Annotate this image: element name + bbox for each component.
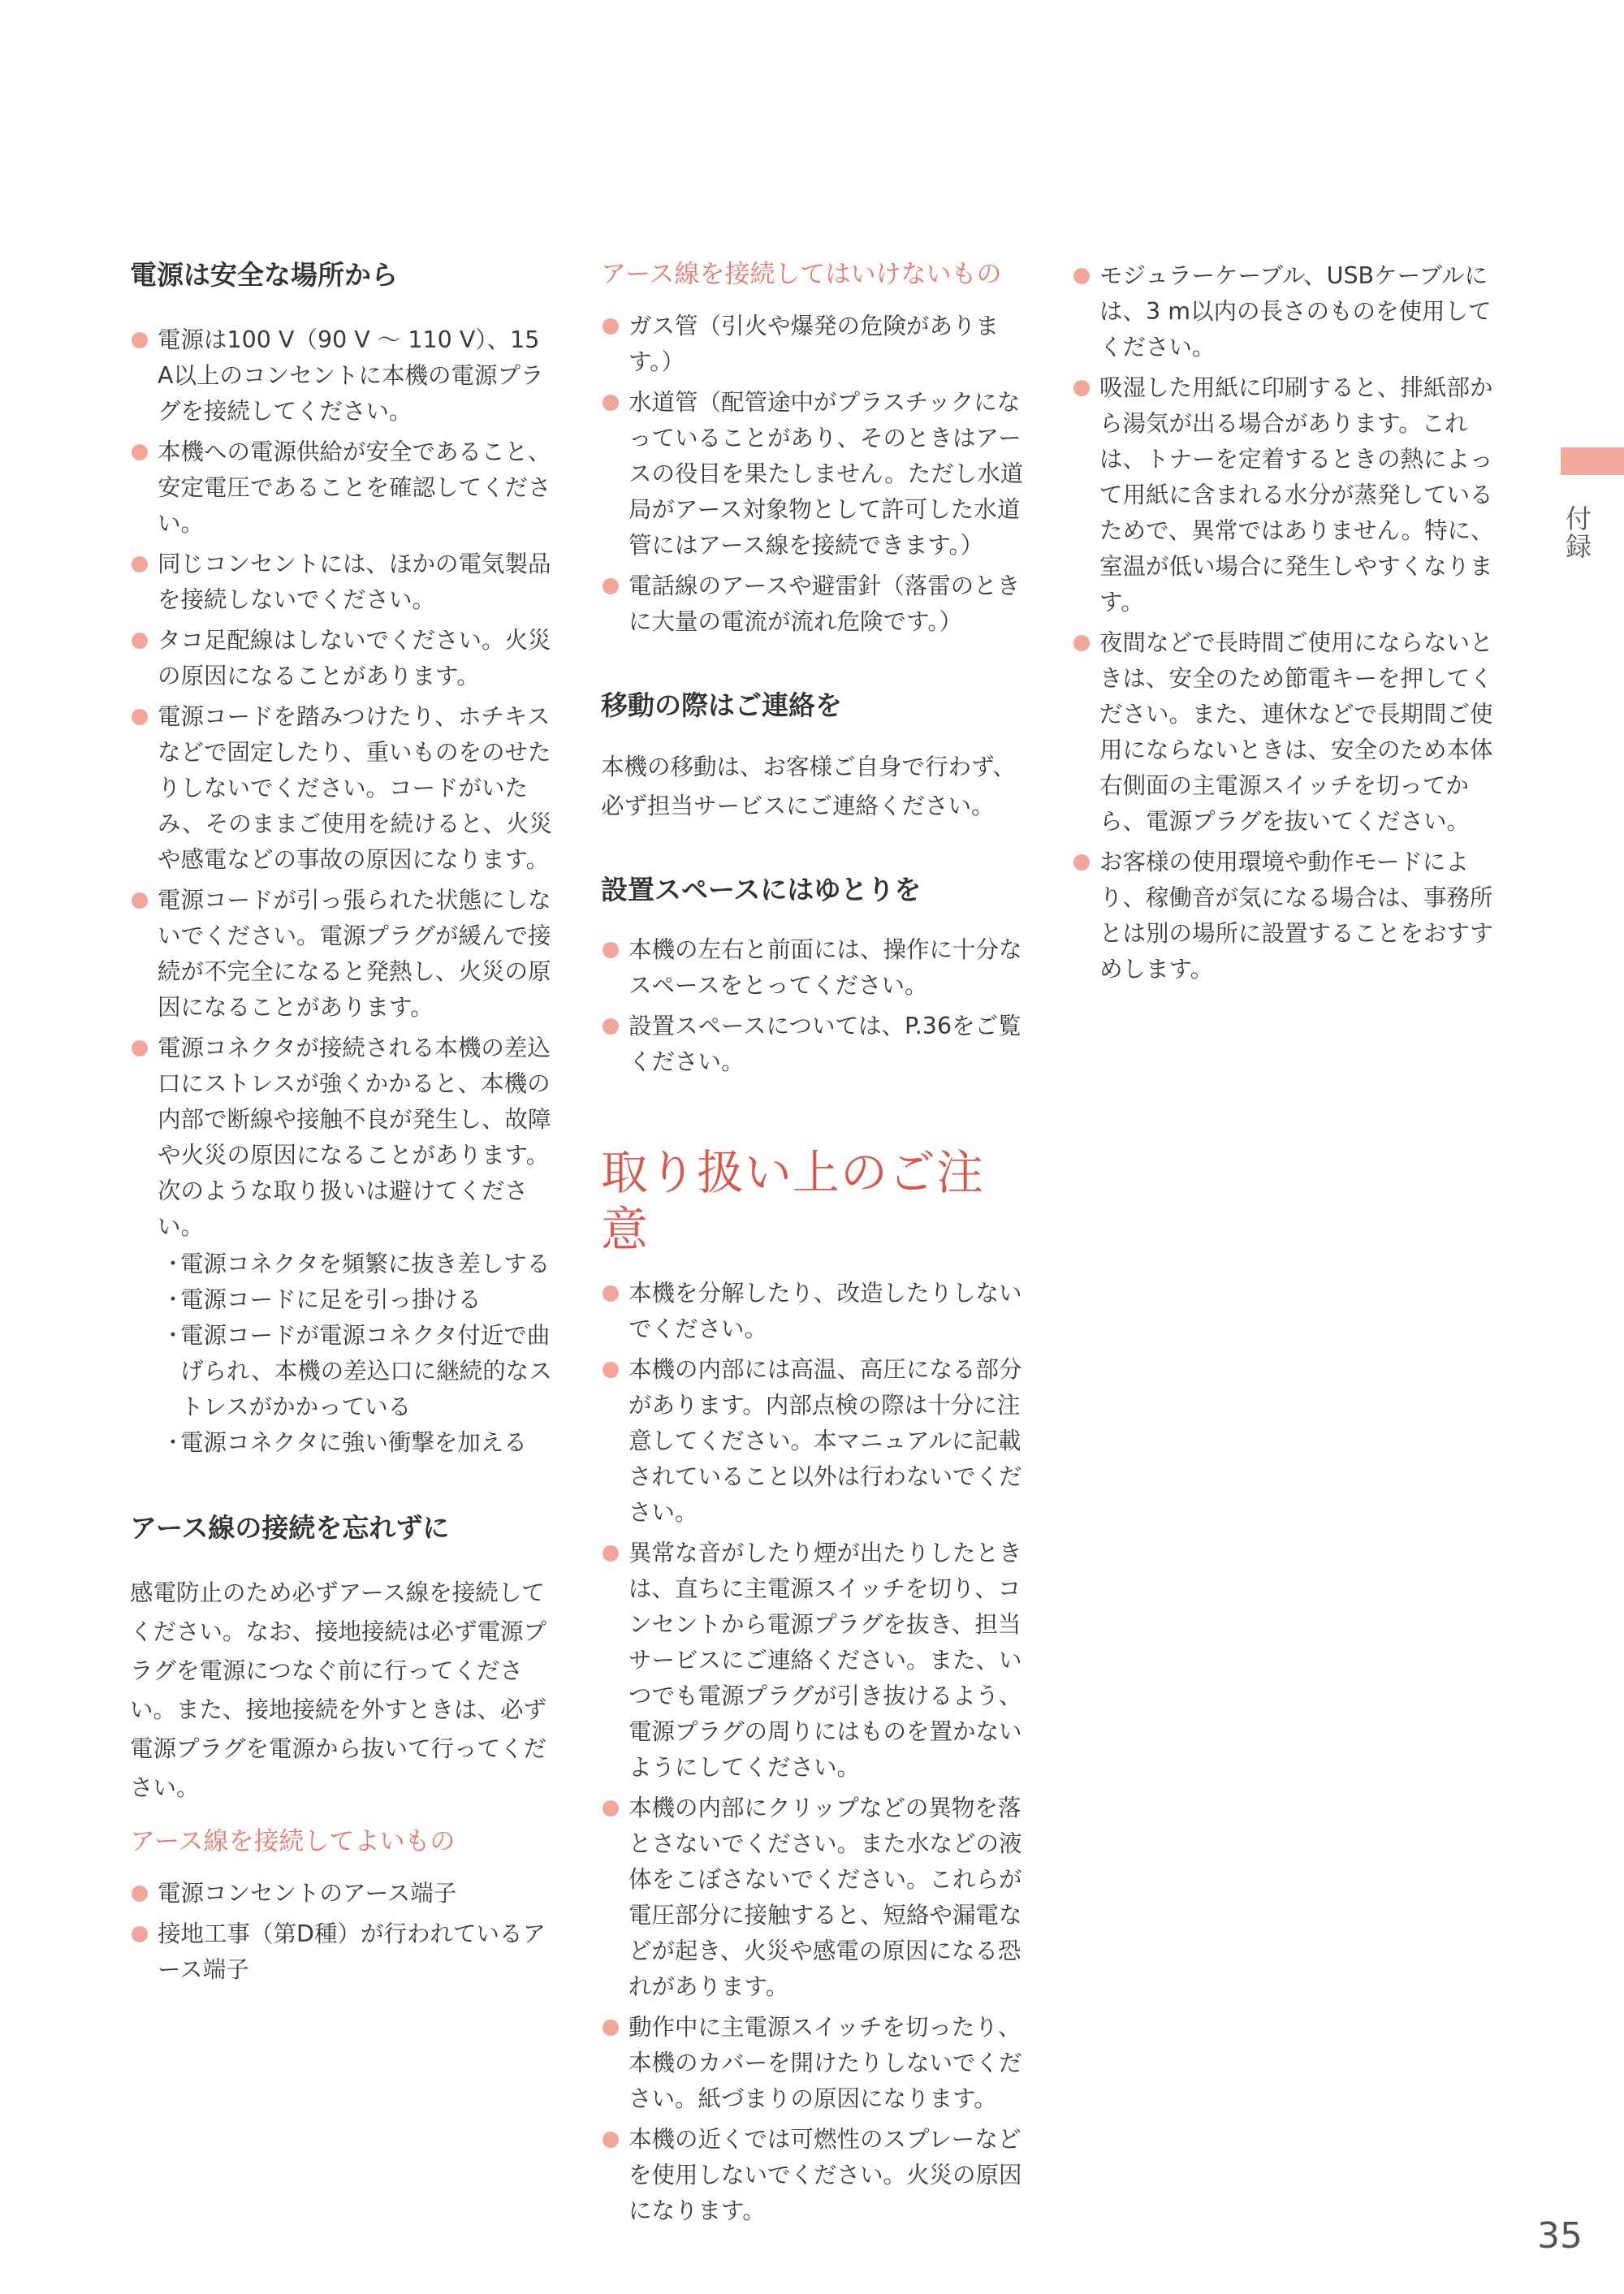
list-item: 本機の内部にクリップなどの異物を落とさないでください。また水などの液体をこぼさないでください。これらが電圧部分に接触すると、短絡や漏電などが起き、火災や感電の原因になる恐れがあります。 <box>601 1791 1027 2005</box>
bullet-dot-icon <box>1073 635 1090 651</box>
appendix-side-label: 付録 <box>1561 505 1592 560</box>
bullet-dot-icon <box>132 1040 148 1056</box>
handling-list <box>601 1276 1027 2229</box>
bullet-dot-icon <box>603 1285 619 1302</box>
bullet-dot-icon <box>132 892 148 909</box>
list-item: 動作中に主電源スイッチを切ったり、本機のカバーを開けたりしないでください。紙づまりの原因になります。 <box>601 2010 1027 2117</box>
list-item: 夜間などで長時間ご使用にならないときは、安全のため節電キーを押してください。また、連休などで長期間ご使用にならないときは、安全のため本体右側面の主電源スイッチを切ってから、電源プラグを抜いてください。 <box>1072 625 1498 840</box>
list-item: 電源コードを踏みつけたり、ホチキスなどで固定したり、重いものをのせたりしないでください。コードがいたみ、そのままご使用を続けると、火災や感電などの事故の原因になります。 <box>130 699 556 878</box>
list-item: 接地工事（第D種）が行われているアース端子 <box>130 1916 556 1988</box>
bullet-dot-icon <box>603 942 619 958</box>
move-heading: 移動の際はご連絡を <box>601 689 842 722</box>
bullet-dot-icon <box>132 556 148 572</box>
list-item: 水道管（配管途中がプラスチックになっていることがあり、そのときはアースの役目を果たしません。ただし水道局がアース対象物として許可した水道管にはアース線を接続できます。） <box>601 385 1027 564</box>
sub-list-item: ・ 電源コネクタに強い衝撃を加える <box>158 1425 556 1461</box>
bullet-dot-icon <box>603 1362 619 1378</box>
middle-dot-icon: ・ <box>162 1251 184 1277</box>
sub-list-item: ・ 電源コードに足を引っ掛ける <box>158 1282 556 1318</box>
bullet-dot-icon <box>132 1926 148 1942</box>
bullet-dot-icon <box>132 444 148 460</box>
list-item: 本機の近くでは可燃性のスプレーなどを使用しないでください。火災の原因になります。 <box>601 2122 1027 2229</box>
earth-heading: アース線の接続を忘れずに <box>130 1511 450 1544</box>
bullet-dot-icon <box>132 332 148 348</box>
bullet-dot-icon <box>603 395 619 411</box>
list-item: タコ足配線はしないでください。火災の原因になることがあります。 <box>130 623 556 694</box>
earth-ok-list <box>130 1876 556 1988</box>
appendix-tab-marker <box>1561 447 1624 475</box>
move-paragraph: 本機の移動は、お客様ご自身で行わず、必ず担当サービスにご連絡ください。 <box>601 754 1016 820</box>
bullet-dot-icon <box>603 2020 619 2036</box>
bullet-dot-icon <box>603 318 619 335</box>
list-item: 設置スペースについては、P.36をご覧ください。 <box>601 1009 1027 1080</box>
list-item: 同じコンセントには、ほかの電気製品を接続しないでください。 <box>130 546 556 618</box>
list-item: 本機の左右と前面には、操作に十分なスペースをとってください。 <box>601 932 1027 1004</box>
earth-ng-list <box>601 309 1027 640</box>
bullet-dot-icon <box>603 578 619 594</box>
bullet-dot-icon <box>1073 268 1090 284</box>
list-item: 電源は100 V（90 V 〜 110 V）、15 A以上のコンセントに本機の電源プラグを接続してください。 <box>130 322 556 430</box>
column-left <box>130 258 556 1993</box>
list-item: 異常な音がしたり煙が出たりしたときは、直ちに主電源スイッチを切り、コンセントから電源プラグを抜き、担当サービスにご連絡ください。また、いつでも電源プラグが引き抜けるよう、電源プラグの周りにはものを置かないようにしてください。 <box>601 1536 1027 1786</box>
earth-paragraph: 感電防止のため必ずアース線を接続してください。なお、接地接続は必ず電源プラグを電源につなぐ前に行ってください。また、接地接続を外すときは、必ず電源プラグを電源から抜いて行ってください。 <box>130 1579 547 1801</box>
middle-dot-icon: ・ <box>162 1430 184 1455</box>
bullet-dot-icon <box>132 633 148 649</box>
list-item: 電源コードが引っ張られた状態にしないでください。電源プラグが緩んで接続が不完全になると発熱し、火災の原因になることがあります。 <box>130 883 556 1026</box>
bullet-dot-icon <box>603 1018 619 1035</box>
list-item: 吸湿した用紙に印刷すると、排紙部から湯気が出る場合があります。これは、トナーを定着するときの熱によって用紙に含まれる水分が蒸発しているためで、異常ではありません。特に、室温が低い場合に発生しやすくなります。 <box>1072 370 1498 620</box>
list-item: モジュラーケーブル、USBケーブルには、3 m以内の長さのものを使用してください。 <box>1072 258 1498 365</box>
space-heading: 設置スペースにはゆとりを <box>601 874 922 906</box>
space-list <box>601 932 1027 1080</box>
earth-ok-heading: アース線を接続してよいもの <box>130 1826 456 1856</box>
bullet-dot-icon <box>132 709 148 725</box>
misc-list <box>1072 258 1498 987</box>
column-middle <box>601 258 1027 2234</box>
connector-sublist <box>158 1246 556 1461</box>
list-item: 本機の内部には高温、高圧になる部分があります。内部点検の際は十分に注意してください。本マニュアルに記載されていること以外は行わないでください。 <box>601 1352 1027 1531</box>
power-list <box>130 322 556 1461</box>
column-right <box>1072 258 1498 992</box>
bullet-dot-icon <box>603 1545 619 1562</box>
bullet-dot-icon <box>603 2132 619 2148</box>
list-item: 本機への電源供給が安全であること、安定電圧であることを確認してください。 <box>130 434 556 542</box>
list-item: ガス管（引火や爆発の危険があります。） <box>601 309 1027 380</box>
sub-list-item: ・ 電源コードが電源コネクタ付近で曲げられ、本機の差込口に継続的なストレスがかかっている <box>158 1318 556 1425</box>
middle-dot-icon: ・ <box>162 1287 184 1312</box>
bullet-dot-icon <box>1073 380 1090 396</box>
power-heading: 電源は安全な場所から <box>130 259 398 291</box>
middle-dot-icon: ・ <box>162 1323 184 1348</box>
handling-heading: 取り扱い上のご注意 <box>601 1145 985 1257</box>
page-number: 35 <box>1537 2215 1583 2257</box>
earth-ng-heading: アース線を接続してはいけないもの <box>601 260 1002 289</box>
list-item: 電源コネクタが接続される本機の差込口にストレスが強くかかると、本機の内部で断線や接触不良が発生し、故障や火災の原因になることがあります。次のような取り扱いは避けてください。 ・ 電源コネクタを頻繁に抜き差しする ・ 電源コードに足を引っ掛ける ・ 電源コードが電源コネクタ付近で曲げられ、本機の差込口に継続的なストレスがかかっている ・ 電源コネクタに強い衝撃を加える <box>130 1030 556 1461</box>
sub-list-item: ・ 電源コネクタを頻繁に抜き差しする <box>158 1246 556 1282</box>
list-item: 電話線のアースや避雷針（落雷のときに大量の電流が流れ危険です。） <box>601 568 1027 640</box>
bullet-dot-icon <box>1073 854 1090 871</box>
bullet-dot-icon <box>603 1800 619 1817</box>
list-item: お客様の使用環境や動作モードにより、稼働音が気になる場合は、事務所とは別の場所に設置することをおすすめします。 <box>1072 845 1498 987</box>
bullet-dot-icon <box>132 1886 148 1902</box>
list-item: 本機を分解したり、改造したりしないでください。 <box>601 1276 1027 1347</box>
list-item: 電源コンセントのアース端子 <box>130 1876 556 1912</box>
